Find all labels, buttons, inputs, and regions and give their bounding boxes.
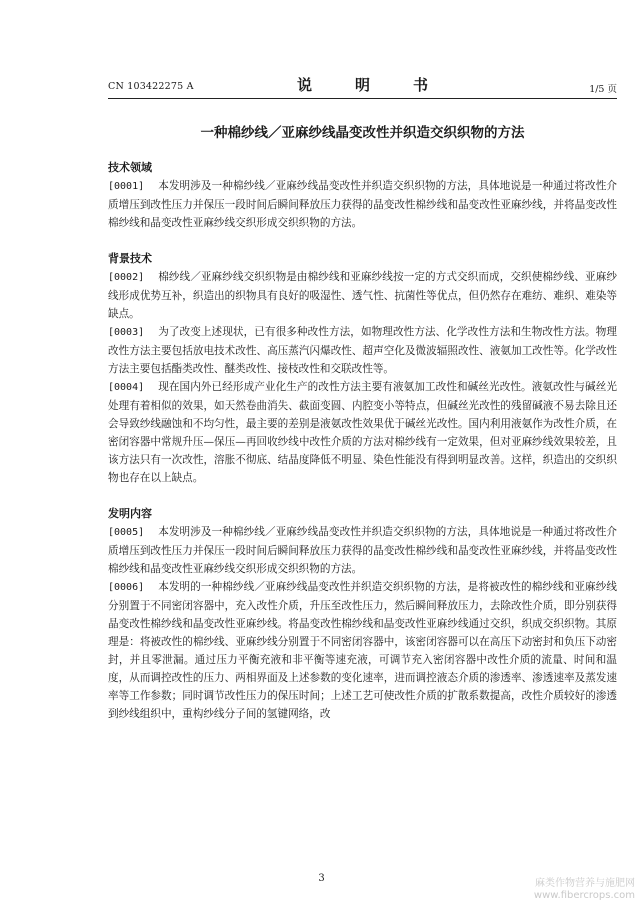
paragraph-text: 本发明涉及一种棉纱线／亚麻纱线晶变改性并织造交织织物的方法，具体地说是一种通过将改性介质增压到改性压力并保压一段时间后瞬间释放压力获得的晶变改性棉纱线和晶变改性亚麻纱线，并将晶变改性棉纱线和晶变改性亚麻纱线交织形成交织织物的方法。 xyxy=(108,526,617,575)
patent-title: 一种棉纱线／亚麻纱线晶变改性并织造交织织物的方法 xyxy=(200,125,525,141)
paragraph-text: 本发明的一种棉纱线／亚麻纱线晶变改性并织造交织织物的方法，是将被改性的棉纱线和亚麻纱线分别置于不同密闭容器中，充入改性介质，升压至改性压力，然后瞬间释放压力，去除改性介质，即分别获得晶变改性棉纱线和晶变改性亚麻纱线。将晶变改性棉纱线和晶变改性亚麻纱线通过交织，织成交织织物。其原理是：将被改性的棉纱线、亚麻纱线分别置于不同密闭容器中，该密闭容器可以在高压下动密封和负压下动密封，并且零泄漏。通过压力平衡充液和非平衡等速充液，可调节充入密闭容器中改性介质的流量、时间和温度，从而调控改性的压力、两相界面及上述参数的变化速率，进而调控液态介质的渗透率、渗透速率及蒸发速率等工作参数；同时调节改性压力的保压时间；上述工艺可使改性介质的扩散系数提高，改性介质较好的渗透到纱线组织中，重构纱线分子间的氢键网络，改 xyxy=(108,581,617,720)
watermark-url: www.fibercrops.com xyxy=(533,890,635,901)
page-number: 3 xyxy=(318,873,325,884)
paragraph-0004 xyxy=(108,378,617,487)
paragraph-0003 xyxy=(108,323,617,378)
section-heading: 背景技术 xyxy=(108,252,152,265)
document-type: 说 明 书 xyxy=(296,76,442,94)
paragraph-0006 xyxy=(108,578,617,723)
document-number: CN 103422275 A xyxy=(108,81,194,92)
paragraph-0001 xyxy=(108,177,617,232)
paragraph-number: [0005] xyxy=(108,527,145,538)
document-body xyxy=(108,159,617,723)
section-background xyxy=(108,250,617,487)
paragraph-number: [0006] xyxy=(108,582,145,593)
section-invention-content xyxy=(108,505,617,723)
paragraph-text: 本发明涉及一种棉纱线／亚麻纱线晶变改性并织造交织织物的方法，具体地说是一种通过将改性介质增压到改性压力并保压一段时间后瞬间释放压力获得的晶变改性棉纱线和晶变改性亚麻纱线，并将晶变改性棉纱线和晶变改性亚麻纱线交织形成交织织物的方法。 xyxy=(108,180,617,229)
paragraph-0002 xyxy=(108,268,617,323)
section-technical-field xyxy=(108,159,617,232)
paragraph-text: 现在国内外已经形成产业化生产的改性方法主要有液氨加工改性和碱丝光改性。液氨改性与碱丝光处理有着相似的效果，如天然卷曲消失、截面变圆、内腔变小等特点，但碱丝光改性的残留碱液不易去除且还会导致纱线融蚀和不均匀性，最主要的差别是液氨改性效果优于碱丝光改性。国内利用液氨作为改性介质，在密闭容器中常规升压—保压—再回收纱线中改性介质的方法对棉纱线有一定效果，但对亚麻纱线效果较差，且该方法只有一次改性，溶胀不彻底、结晶度降低不明显、染色性能没有得到明显改善。这样，织造出的交织织物也存在以上缺点。 xyxy=(108,381,617,484)
section-heading: 发明内容 xyxy=(108,507,152,520)
paragraph-number: [0004] xyxy=(108,382,145,393)
paragraph-0005 xyxy=(108,523,617,578)
page-header xyxy=(108,74,617,99)
paragraph-number: [0001] xyxy=(108,181,145,192)
site-watermark xyxy=(513,878,635,902)
page-info: 1/5 页 xyxy=(589,84,617,95)
paragraph-number: [0003] xyxy=(108,327,145,338)
watermark-title: 麻类作物营养与施肥网 xyxy=(535,878,635,889)
paragraph-number: [0002] xyxy=(108,272,145,283)
section-heading: 技术领域 xyxy=(108,161,152,174)
paragraph-text: 棉纱线／亚麻纱线交织织物是由棉纱线和亚麻纱线按一定的方式交织而成，交织使棉纱线、亚麻纱线形成优势互补，织造出的织物具有良好的吸湿性、透气性、抗菌性等优点，但仍然存在难纺、难织、难染等缺点。 xyxy=(108,271,617,320)
paragraph-text: 为了改变上述现状，已有很多种改性方法，如物理改性方法、化学改性方法和生物改性方法。物理改性方法主要包括放电技术改性、高压蒸汽闪爆改性、超声空化及微波辐照改性、液氨加工改性等。化学改性方法主要包括酯类改性、醚类改性、接枝改性和交联改性等。 xyxy=(108,326,617,375)
